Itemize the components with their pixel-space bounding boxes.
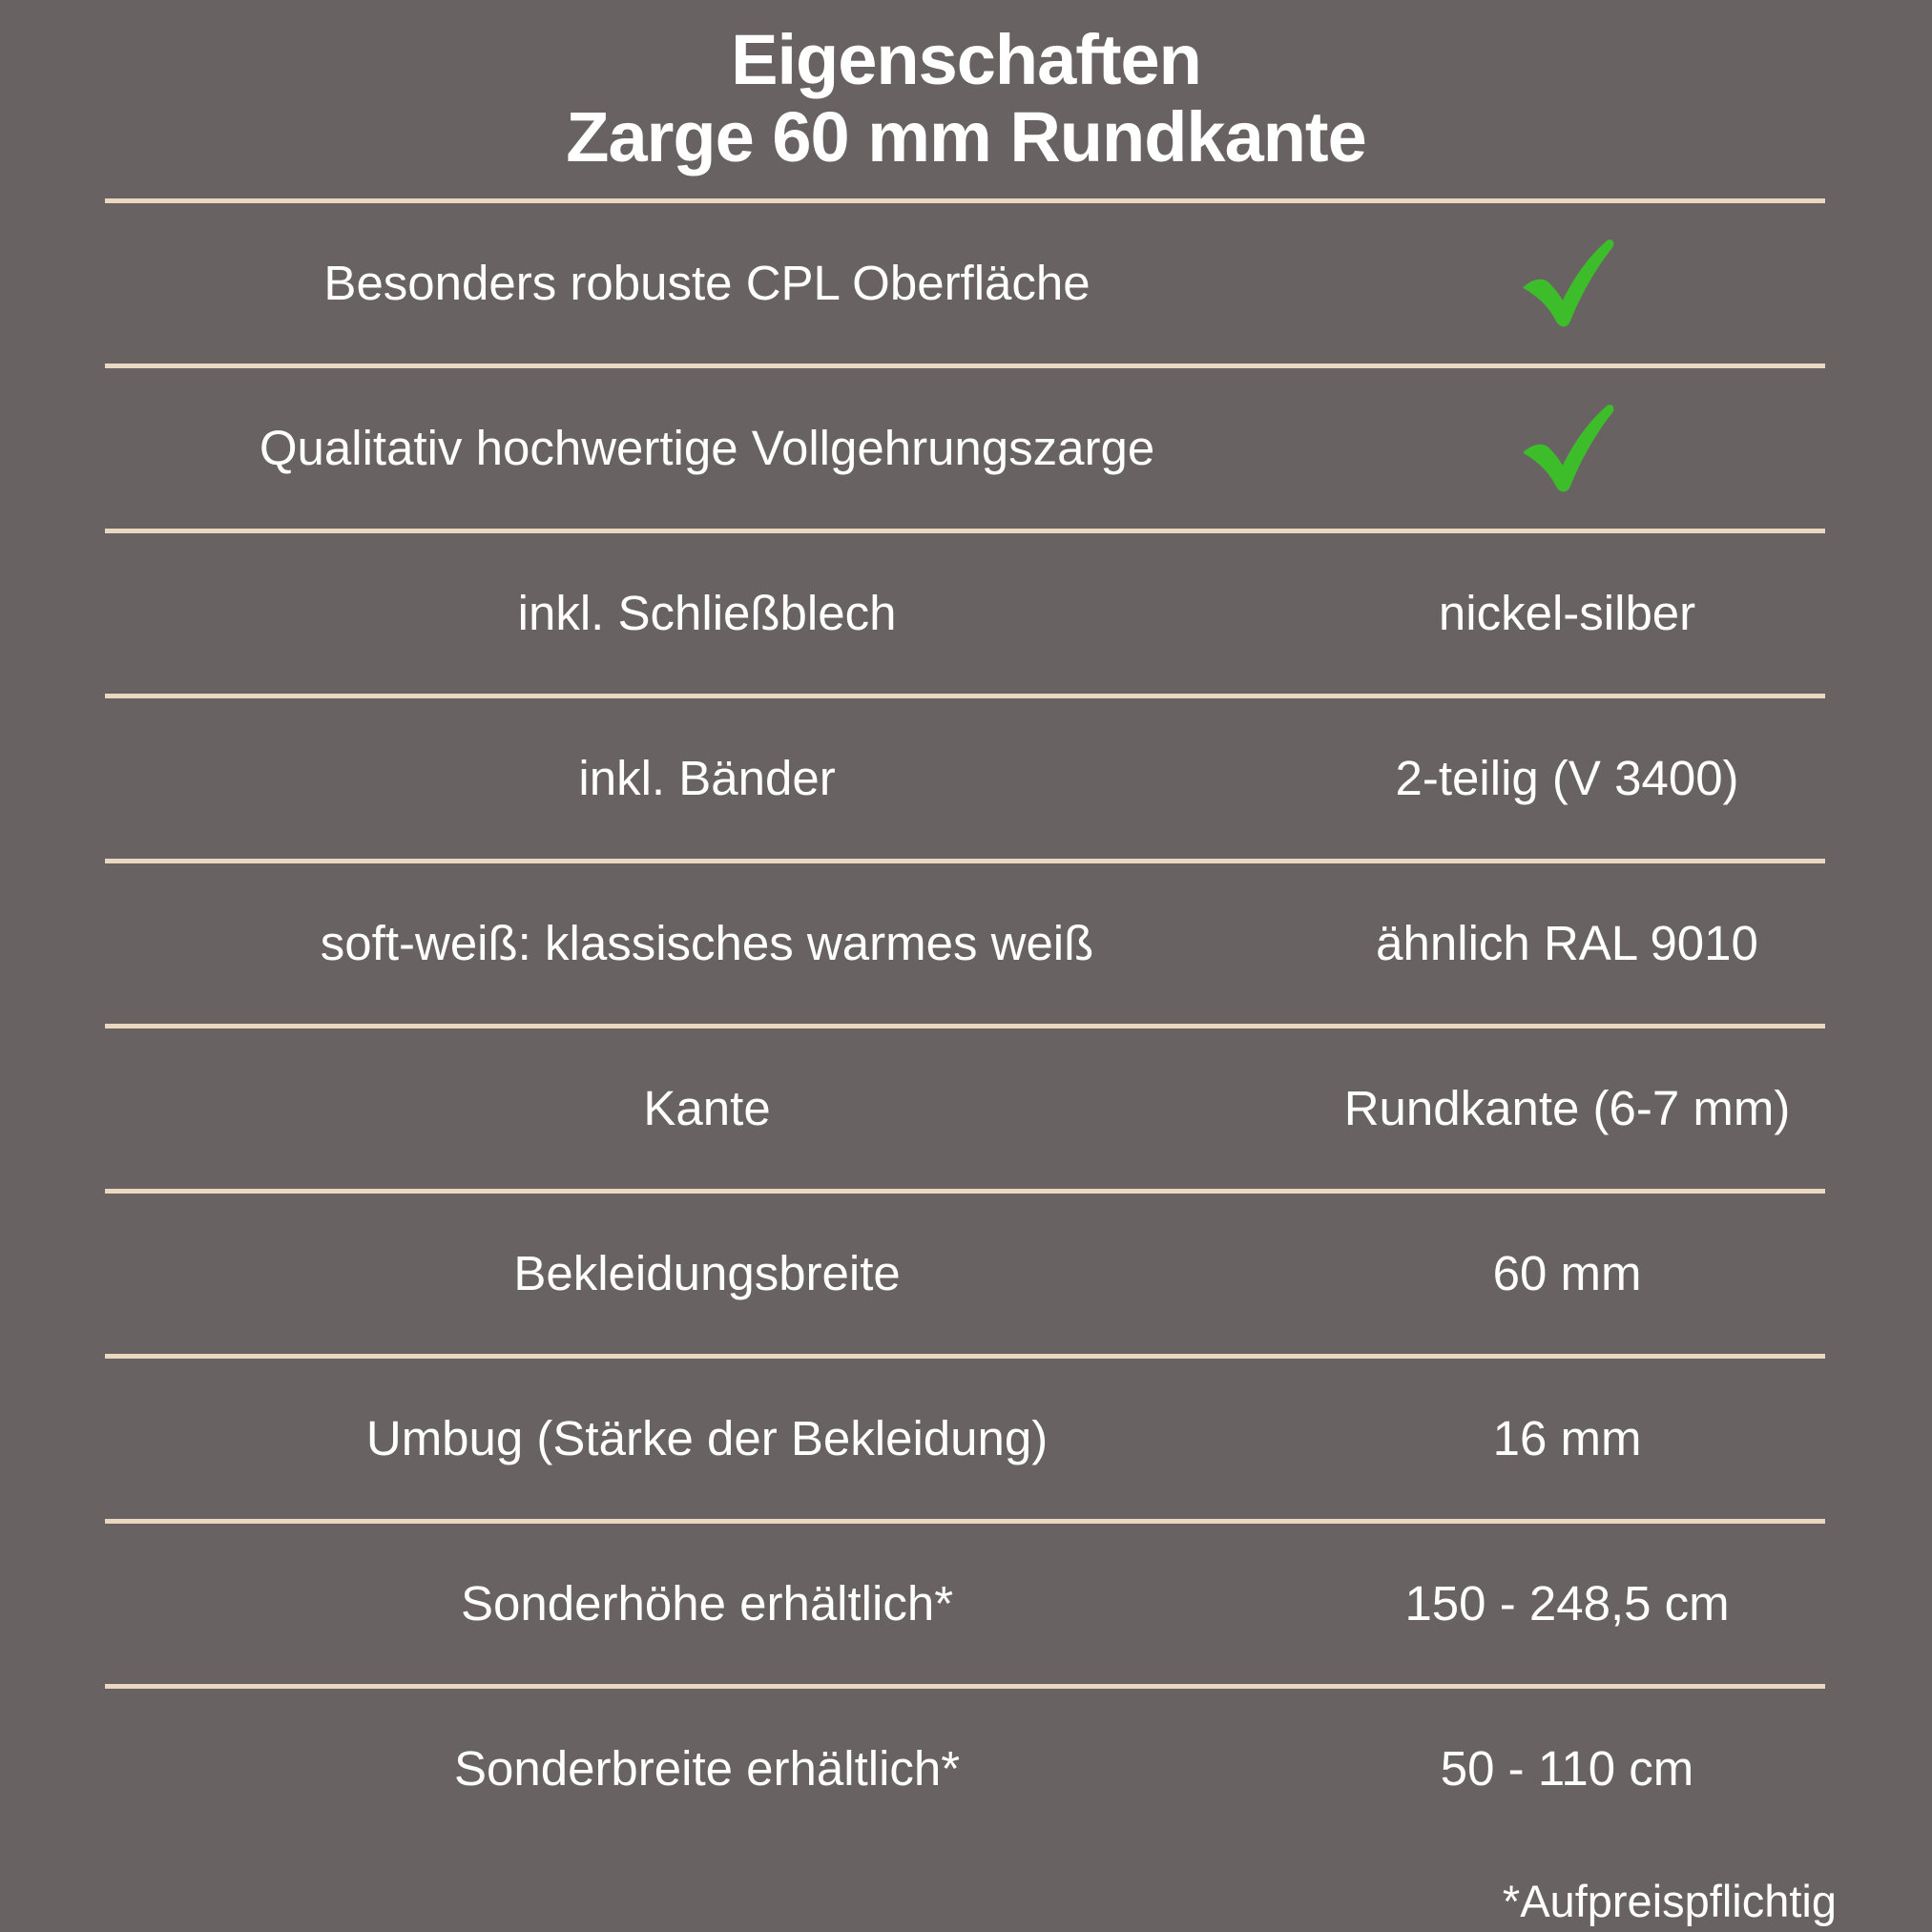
title-line-1: Eigenschaften [731, 20, 1201, 99]
table-row [105, 1189, 1825, 1354]
property-value: 60 mm [1492, 1246, 1642, 1301]
property-label: Qualitativ hochwertige Vollgehrungszarge [259, 421, 1155, 476]
property-value: ähnlich RAL 9010 [1376, 916, 1758, 971]
property-label: inkl. Schließblech [517, 586, 897, 641]
property-label: soft-weiß: klassisches warmes weiß [320, 916, 1094, 971]
property-label: Sonderbreite erhältlich* [453, 1741, 961, 1797]
property-label: Besonders robuste CPL Oberfläche [323, 256, 1091, 311]
property-value [1309, 404, 1825, 494]
table-row [105, 1519, 1825, 1684]
table-row [105, 529, 1825, 694]
table-row [105, 859, 1825, 1024]
table-row [105, 1354, 1825, 1519]
property-value: nickel-silber [1438, 586, 1696, 641]
table-row [105, 364, 1825, 529]
property-value: Rundkante (6-7 mm) [1343, 1081, 1791, 1136]
property-label: inkl. Bänder [578, 751, 836, 806]
table-row [105, 1684, 1825, 1849]
table-row [105, 198, 1825, 364]
property-value: 50 - 110 cm [1440, 1741, 1694, 1797]
property-value: 16 mm [1492, 1411, 1642, 1466]
property-label: Kante [643, 1081, 771, 1136]
table-row [105, 694, 1825, 859]
property-value: 150 - 248,5 cm [1404, 1576, 1730, 1631]
page-title [0, 21, 1932, 177]
checkmark-icon [1519, 239, 1616, 329]
title-line-2: Zarge 60 mm Rundkante [566, 97, 1366, 177]
property-value: 2-teilig (V 3400) [1395, 751, 1739, 806]
property-value [1309, 239, 1825, 329]
property-label: Sonderhöhe erhältlich* [461, 1576, 954, 1631]
table-row [105, 1024, 1825, 1189]
footnote: *Aufpreispflichtig [1502, 1876, 1837, 1926]
property-label: Umbug (Stärke der Bekleidung) [365, 1411, 1049, 1466]
properties-table [105, 198, 1825, 1849]
checkmark-icon [1519, 404, 1616, 494]
property-label: Bekleidungsbreite [513, 1246, 901, 1301]
